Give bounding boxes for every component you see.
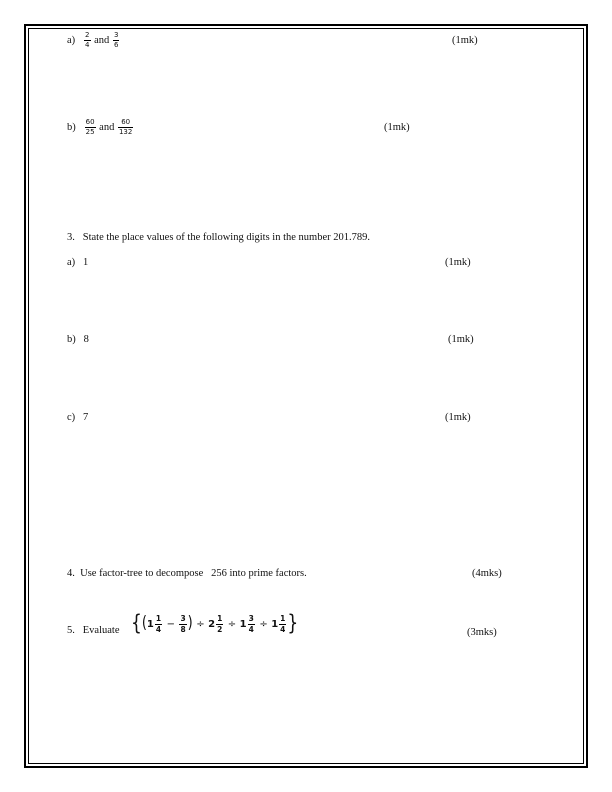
part-label: b): [67, 121, 76, 133]
part-label: a): [67, 34, 76, 46]
math-expression: {(1 $\frac{1}{4}$ − $\frac{3}{8}$ ) ÷ 2 $\frac{1}{2}$ ÷ 1 $\frac{3}{4}$ ÷ 1 $\frac{1}{4}$ }: [131, 611, 299, 637]
question-3c: c) 7: [67, 412, 89, 423]
question-3b: b) 8: [67, 334, 89, 345]
question-3: [67, 232, 370, 244]
question-text: Use factor-tree to decompose 256 into prime factors.: [80, 568, 307, 579]
marks-3a: (1mk): [445, 257, 471, 268]
page-border-inner: [28, 28, 584, 764]
marks-2b: (1mk): [384, 122, 410, 133]
fraction: $\frac{60}{132}$: [118, 118, 133, 136]
marks-2a: (1mk): [452, 35, 478, 46]
and-word: and: [94, 34, 110, 46]
marks-3b: (1mk): [448, 334, 474, 345]
marks-3c: (1mk): [445, 412, 471, 423]
marks-4: (4mks): [472, 568, 502, 579]
question-number: 3.: [67, 232, 75, 243]
question-5: [67, 625, 122, 637]
question-3a: a) 1: [67, 257, 89, 268]
fraction: $\frac{3}{6}$: [113, 31, 119, 49]
question-number: 4.: [67, 568, 75, 579]
fraction: $\frac{60}{25}$: [85, 118, 95, 136]
question-2a: [67, 32, 120, 49]
question-text: State the place values of the following digits in the number 201.789.: [82, 232, 370, 243]
question-number: 5.: [67, 625, 75, 636]
and-word: and: [99, 121, 115, 133]
marks-5: (3mks): [467, 627, 497, 638]
fraction: $\frac{2}{4}$: [85, 31, 90, 49]
question-2b: [67, 119, 134, 136]
question-text: Evaluate: [82, 625, 120, 636]
question-4: [67, 568, 307, 580]
